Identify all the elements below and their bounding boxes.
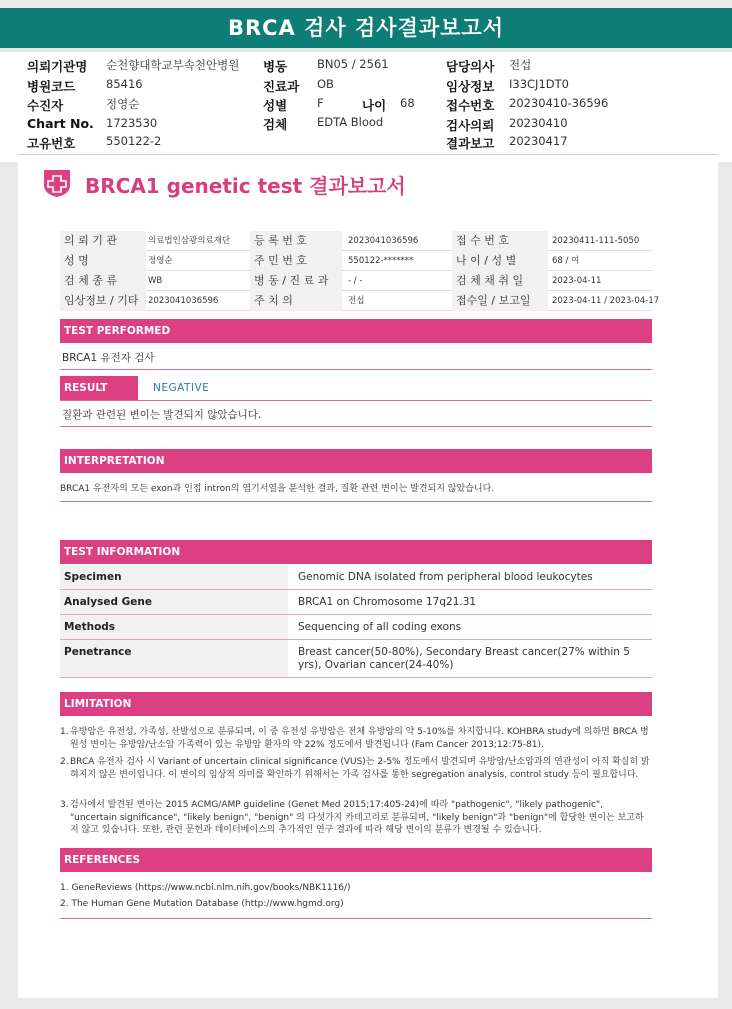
info-value: 2023-04-11 / 2023-04-17 (552, 296, 660, 306)
interpretation-heading: INTERPRETATION (60, 449, 652, 473)
info-value: 550122-******* (348, 256, 414, 266)
header-value: 85416 (106, 77, 143, 91)
header-value: 전섭 (509, 58, 532, 72)
header-value: 순천향대학교부속천안병원 (106, 58, 240, 72)
section-rule (60, 400, 652, 401)
report-document (18, 162, 718, 998)
header-label: 고유번호 (27, 136, 76, 151)
test-info-value: Genomic DNA isolated from peripheral blood leukocytes (298, 571, 593, 583)
table-row (60, 590, 652, 615)
header-label: 임상정보 (446, 79, 495, 94)
info-value: 20230411-111-5050 (552, 236, 640, 246)
test-information-table (60, 565, 652, 678)
info-label: 의 뢰 기 관 (60, 231, 146, 251)
header-label: 검사의뢰 (446, 118, 495, 133)
info-label: 나 이 / 성 별 (452, 251, 548, 271)
test-info-value: BRCA1 on Chromosome 17q21.31 (298, 596, 477, 608)
header-label: 의뢰기관명 (27, 59, 88, 74)
limitation-item (60, 726, 652, 751)
patient-header (0, 52, 732, 162)
info-label: 주 민 번 호 (250, 251, 342, 271)
test-performed-text: BRCA1 유전자 검사 (62, 352, 155, 364)
info-label: 주 치 의 (250, 291, 342, 311)
header-value: I33CJ1DT0 (509, 77, 569, 91)
page-bottom-edge (0, 998, 732, 1009)
interpretation-text: BRCA1 유전자의 모든 exon과 인접 intron의 염기서열을 분석한 결과, 질환 관련 변이는 발견되지 않았습니다. (60, 484, 495, 494)
header-value: OB (317, 77, 334, 91)
info-row (60, 231, 652, 251)
references-heading: REFERENCES (60, 848, 652, 872)
test-info-key: Penetrance (60, 640, 288, 677)
section-rule (60, 426, 652, 427)
info-row (60, 251, 652, 271)
shield-cross-logo-icon (42, 168, 72, 198)
limitation-number: 2. (60, 757, 69, 767)
header-value: BN05 / 2561 (317, 57, 389, 71)
result-value: NEGATIVE (153, 382, 210, 394)
limitation-item (60, 756, 652, 781)
info-label: 임상정보 / 기타 (60, 291, 146, 311)
info-value: WB (148, 276, 163, 286)
test-info-key: Specimen (60, 565, 288, 589)
info-label: 접수일 / 보고일 (452, 291, 548, 311)
info-label: 등 록 번 호 (250, 231, 342, 251)
test-performed-heading: TEST PERFORMED (60, 319, 652, 343)
section-rule (60, 501, 652, 502)
test-information-heading: TEST INFORMATION (60, 540, 652, 564)
header-label: 성별 (263, 98, 288, 113)
info-row (60, 291, 660, 311)
header-label: 담당의사 (446, 59, 495, 74)
header-value: 20230410-36596 (509, 96, 609, 110)
limitation-number: 3. (60, 800, 69, 810)
test-info-value: Sequencing of all coding exons (298, 621, 462, 633)
header-value: 20230410 (509, 116, 568, 130)
header-value: 정영순 (106, 97, 140, 111)
limitation-text: 검사에서 발견된 변이는 2015 ACMG/AMP guideline (Genet Med 2015;17:405-24)에 따라 "pathogenic", "likely pathogenic", "uncertain significance", "likely benign", "benign" 의 다섯가지 카테고리로 분류되며, "likely benign"과 "benign"에 합당한 변이는 보고하지 않고 있습니다. 또한, 관련 문헌과 데이터베이스의 추가적인 연구 결과에 따라 해당 변이의 분류가 변경될 수 있습니다. (70, 800, 644, 835)
limitation-item (60, 799, 652, 837)
limitation-text: BRCA 유전자 검사 시 Variant of uncertain clinical significance (VUS)는 2-5% 정도에서 발견되며 유방암/난소암과의 연관성이 아직 확실히 밝혀지지 않은 변이입니다. 이 변이의 임상적 의미를 확인하기 위해서는 가족 검사를 통한 segregation analysis, control study 등이 필요합니다. (70, 757, 650, 780)
limitation-heading: LIMITATION (60, 692, 652, 716)
info-value: 의료법인삼광의료재단 (148, 236, 231, 246)
info-value: 전섭 (348, 296, 365, 306)
header-label: 병동 (263, 59, 288, 74)
header-label: 접수번호 (446, 98, 495, 113)
reference-item: 1. GeneReviews (https://www.ncbi.nlm.nih.gov/books/NBK1116/) (60, 883, 351, 893)
header-label: Chart No. (27, 116, 94, 131)
table-row (60, 615, 652, 640)
info-value: 2023041036596 (148, 296, 219, 306)
table-row (60, 640, 652, 678)
header-label: 수진자 (27, 98, 64, 113)
info-value: - / - (348, 276, 363, 286)
header-label: 진료과 (263, 79, 300, 94)
result-text: 질환과 관련된 변이는 발견되지 않았습니다. (62, 409, 262, 421)
header-value: 550122-2 (106, 134, 162, 148)
info-label: 검 체 채 취 일 (452, 271, 548, 291)
test-info-key: Analysed Gene (60, 590, 288, 614)
header-label: 검체 (263, 117, 288, 132)
test-info-key: Methods (60, 615, 288, 639)
info-value: 68 / 여 (552, 256, 580, 266)
header-divider (18, 154, 718, 155)
test-info-value: Breast cancer(50-80%), Secondary Breast cancer(27% within 5 yrs), Ovarian cancer(24-40%) (298, 646, 630, 671)
header-label: 결과보고 (446, 136, 495, 151)
header-value: EDTA Blood (317, 115, 384, 129)
header-value: F (317, 96, 324, 110)
info-label: 성 명 (60, 251, 146, 271)
limitation-text: 유방암은 유전성, 가족성, 산발성으로 분류되며, 이 중 유전성 유방암은 전체 유방암의 약 5-10%를 차지합니다. KOHBRA study에 의하면 BRCA 병원성 변이는 유방암/난소암 가족력이 있는 유방암 환자의 약 22% 정도에서 발견됩니다 (Fam Cancer 2013;12:75-81). (70, 727, 649, 750)
header-label: 나이 (362, 98, 387, 113)
limitation-number: 1. (60, 727, 69, 737)
reference-item: 2. The Human Gene Mutation Database (http://www.hgmd.org) (60, 899, 344, 909)
info-label: 접 수 번 호 (452, 231, 548, 251)
report-title-bar: BRCA 검사 검사결과보고서 (0, 8, 732, 48)
info-value: 2023041036596 (348, 236, 419, 246)
info-label: 병 동 / 진 료 과 (250, 271, 342, 291)
header-value: 1723530 (106, 116, 158, 130)
info-value: 정영순 (148, 256, 173, 266)
header-label: 병원코드 (27, 79, 76, 94)
header-value: 68 (400, 96, 415, 110)
header-value: 20230417 (509, 134, 568, 148)
section-rule (60, 918, 652, 919)
info-row (60, 271, 652, 291)
patient-info-table (60, 231, 660, 311)
result-heading: RESULT (60, 376, 138, 400)
info-label: 검 체 종 류 (60, 271, 146, 291)
info-value: 2023-04-11 (552, 276, 602, 286)
section-rule (60, 369, 652, 370)
report-title: BRCA1 genetic test 결과보고서 (85, 174, 406, 198)
table-row (60, 565, 652, 590)
